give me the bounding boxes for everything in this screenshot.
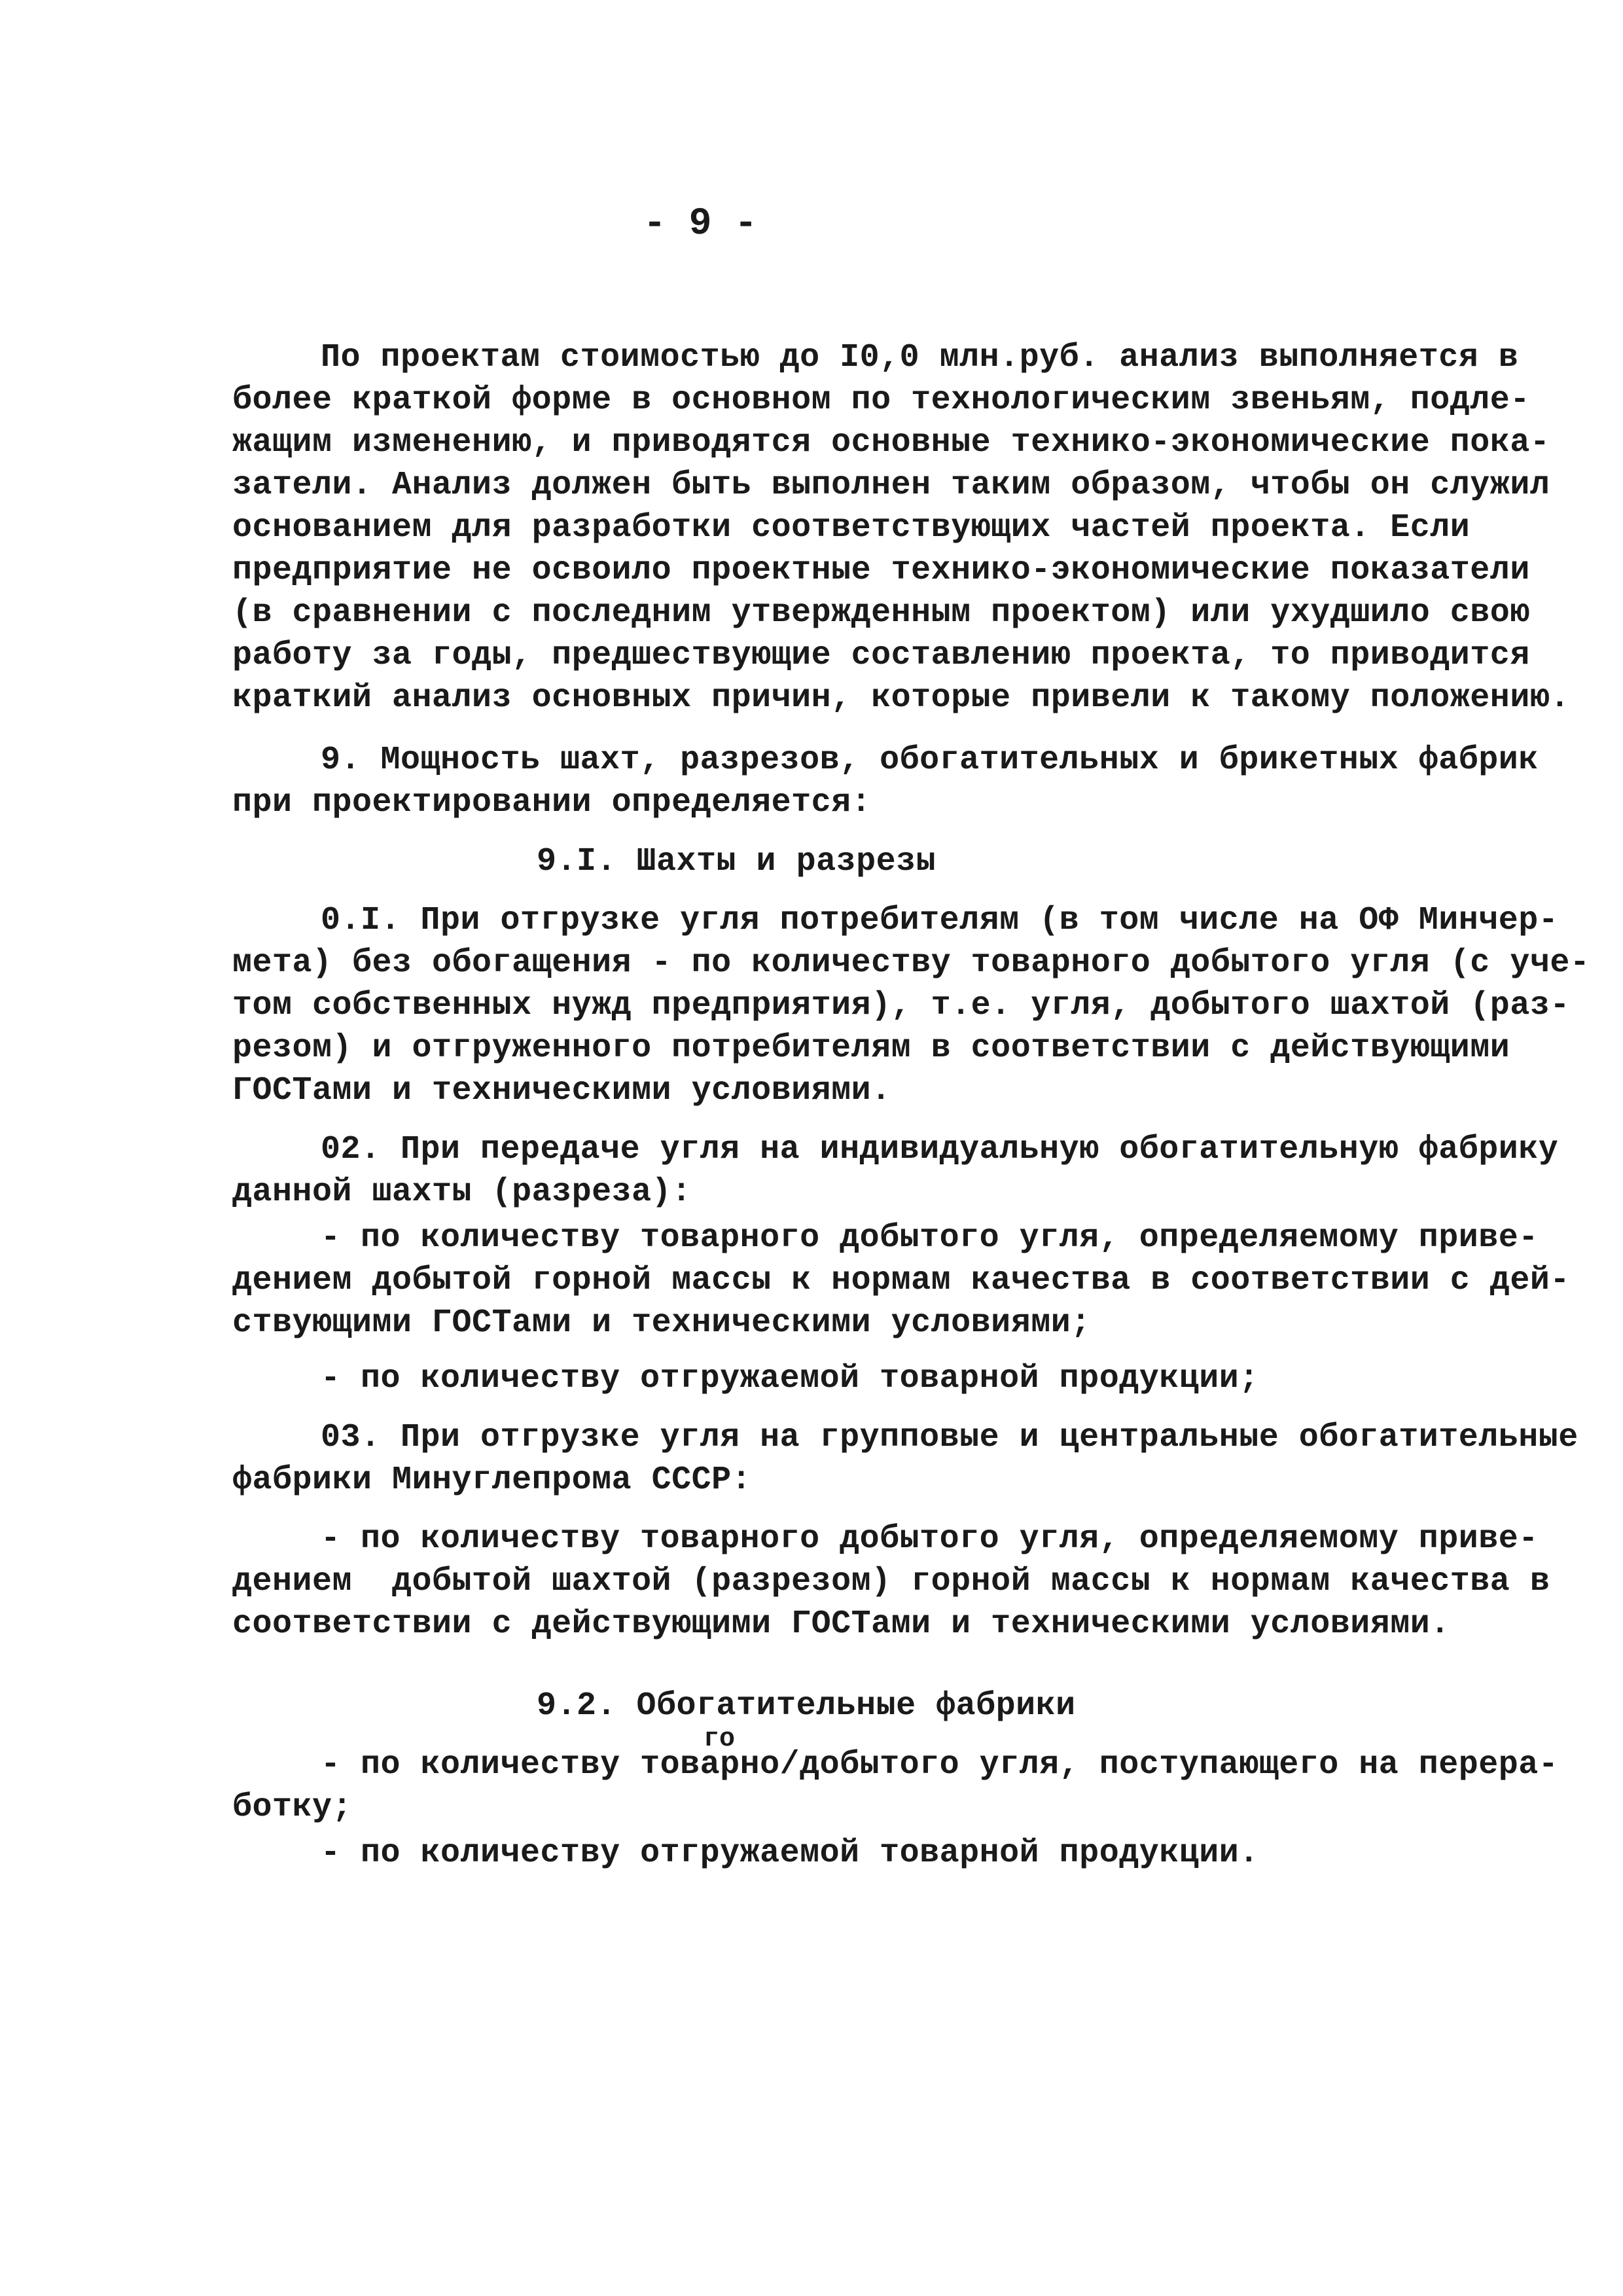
text-line: - по количеству товарного добытого угля, определяемому приве- [321,1520,1539,1558]
text-line: краткий анализ основных причин, которые привели к такому положению. [232,679,1570,717]
text-line: ГОСТами и техническими условиями. [232,1072,891,1109]
text-line: затели. Анализ должен быть выполнен таким образом, чтобы он служил [232,467,1550,504]
text-line: более краткой форме в основном по технологическим звеньям, подле- [232,382,1530,419]
text-line: основанием для разработки соответствующих частей проекта. Если [232,509,1471,547]
text-line: - по количеству товарного добытого угля, определяемому приве- [321,1219,1539,1257]
text-line: По проектам стоимостью до I0,0 млн.руб. анализ выполняется в [321,339,1519,376]
section-heading: 9.2. Обогатительные фабрики [537,1687,1076,1725]
text-line: - по количеству отгружаемой товарной продукции; [321,1360,1259,1397]
handwritten-insert: го [704,1725,736,1754]
text-line: 9. Мощность шахт, разрезов, обогатительных и брикетных фабрик [321,742,1539,779]
text-line: дением добытой шахтой (разрезом) горной массы к нормам качества в [232,1563,1550,1600]
text-line: - по количеству отгружаемой товарной продукции. [321,1835,1259,1872]
text-line: резом) и отгруженного потребителям в соответствии с действующими [232,1030,1510,1067]
text-line: соответствии с действующими ГОСТами и техническими условиями. [232,1605,1450,1643]
text-line: 03. При отгрузке угля на групповые и центральные обогатительные [321,1419,1578,1456]
text-line: жащим изменению, и приводятся основные технико-экономические пока- [232,424,1550,461]
text-line: данной шахты (разреза): [232,1174,692,1211]
text-line: фабрики Минуглепрома СССР: [232,1462,752,1499]
text-line: том собственных нужд предприятия), т.е. угля, добытого шахтой (раз- [232,987,1570,1024]
text-line: дением добытой горной массы к нормам качества в соответствии с дей- [232,1262,1570,1299]
text-line: 0.I. При отгрузке угля потребителям (в том числе на ОФ Минчер- [321,902,1559,939]
text-line: (в сравнении с последним утвержденным проектом) или ухудшило свою [232,594,1530,632]
text-line: при проектировании определяется: [232,784,872,821]
text-line: мета) без обогащения - по количеству товарного добытого угля (с уче- [232,944,1590,982]
section-heading: 9.I. Шахты и разрезы [537,843,936,880]
text-line: ствующими ГОСТами и техническими условиями; [232,1304,1091,1342]
text-line: - по количеству товарно/добытого угля, поступающего на перера- [321,1746,1559,1784]
text-line: работу за годы, предшествующие составлению проекта, то приводится [232,637,1530,674]
text-line: ботку; [232,1789,353,1826]
text-line: 02. При передаче угля на индивидуальную обогатительную фабрику [321,1131,1559,1168]
text-line: предприятие не освоило проектные технико-экономические показатели [232,552,1530,589]
page-number: - 9 - [643,203,758,245]
